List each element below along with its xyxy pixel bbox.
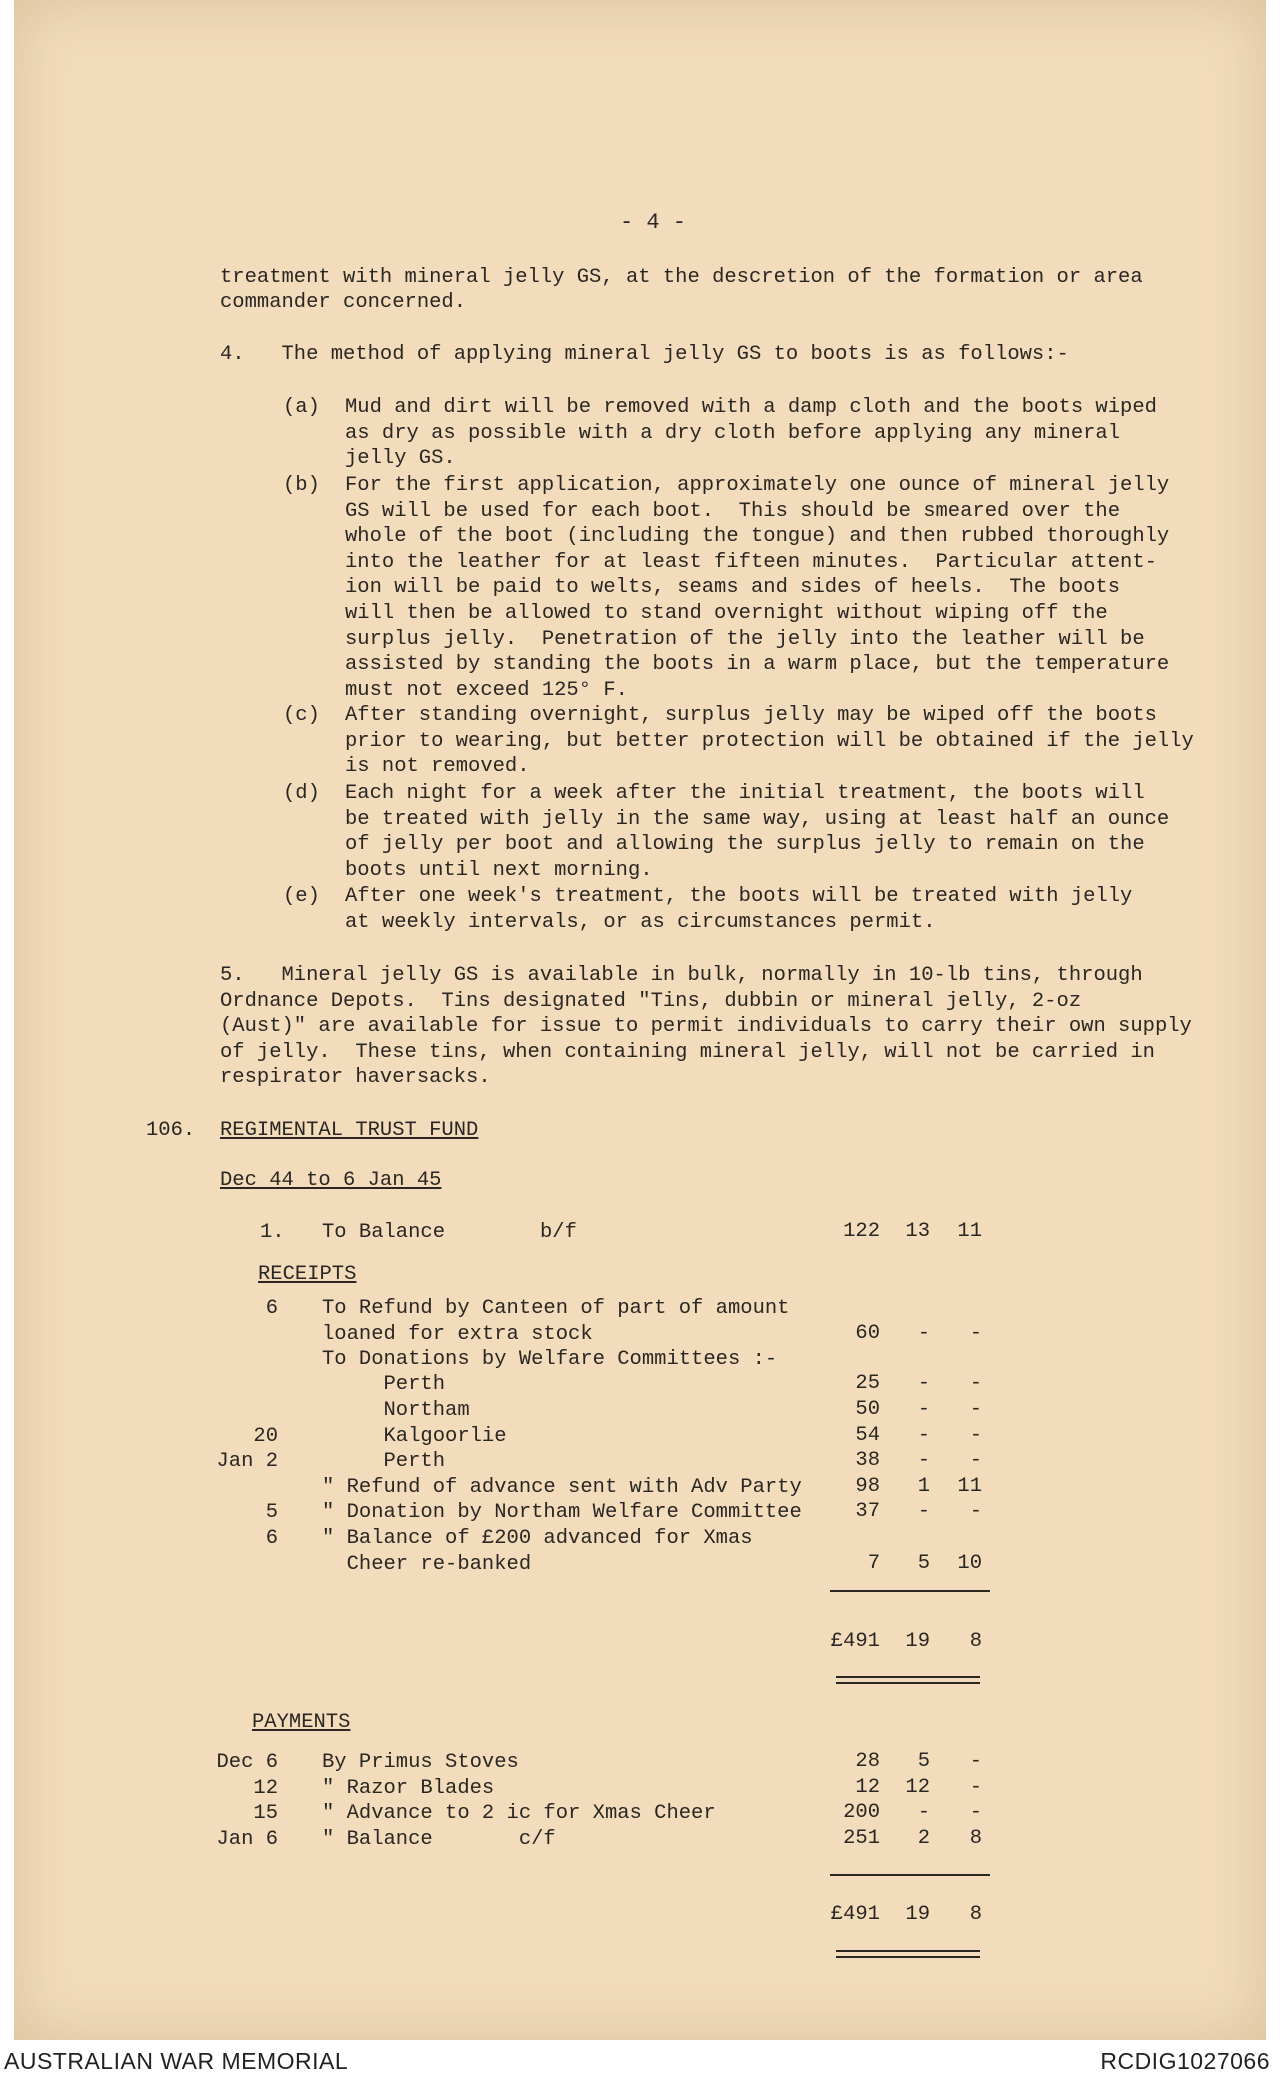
para-5-line: 5. Mineral jelly GS is available in bulk, normally in 10-lb tins, through [220,964,1143,987]
page-number: - 4 - [620,210,687,235]
para-4-item-line: Each night for a week after the initial treatment, the boots will [345,782,1145,805]
para-4-item-line: be treated with jelly in the same way, using at least half an ounce [345,807,1170,831]
receipt-row-date: 20 [253,1425,278,1448]
receipt-row-text: " Refund of advance sent with Adv Party [322,1476,802,1499]
receipt-row-pence: - [969,1449,982,1472]
receipt-row-pounds: 54 [855,1424,880,1447]
receipt-row-pounds: 37 [855,1500,880,1523]
payment-row-pounds: 12 [855,1776,880,1799]
payment-row-pence: 8 [969,1827,982,1850]
payment-row-date: 15 [253,1802,278,1825]
receipt-row-pence: 10 [957,1552,982,1575]
para-4-item-line: After one week's treatment, the boots will be treated with jelly [345,885,1133,908]
para-4-item-line: into the leather for at least fifteen minutes. Particular attent- [345,550,1157,574]
opening-balance-pounds: 122 [843,1220,880,1243]
para-4-item-label: (c) [283,704,320,727]
receipt-row-shillings: 5 [917,1552,930,1575]
opening-balance-label: 1. [260,1221,285,1244]
receipts-double-rule-top [836,1676,980,1678]
payments-heading: PAYMENTS [252,1711,351,1734]
payment-row-text: By Primus Stoves [322,1751,519,1774]
receipt-row-text: " Donation by Northam Welfare Committee [322,1501,802,1524]
receipt-row-shillings: - [917,1449,930,1472]
payment-row-text: " Razor Blades [322,1777,495,1800]
para-4-item-line: of jelly per boot and allowing the surplus jelly to remain on the [345,833,1145,857]
para-4-item-line: jelly GS. [345,447,456,471]
para-4-item-line: After standing overnight, surplus jelly may be wiped off the boots [345,704,1157,727]
opening-balance-ref: b/f [540,1221,577,1244]
receipt-row-pounds: 98 [855,1475,880,1498]
receipt-row-pence: 11 [957,1475,982,1498]
payment-row-text: " Advance to 2 ic for Xmas Cheer [322,1802,716,1825]
section-106-title: REGIMENTAL TRUST FUND [220,1119,479,1142]
para-4-item-line: as dry as possible with a dry cloth before applying any mineral [345,421,1121,445]
payment-row-date: Dec 6 [216,1751,278,1774]
payment-row-pounds: 251 [843,1827,880,1850]
payment-row-pounds: 200 [843,1801,880,1824]
payments-total-pounds: £491 [830,1903,880,1926]
para-4-item-label: (d) [283,782,320,805]
payment-row-shillings: 12 [905,1776,930,1799]
para-4-item-label: (b) [283,474,320,497]
receipt-row-pounds: 60 [855,1322,880,1345]
payment-row-shillings: - [917,1801,930,1824]
para-5-line: (Aust)" are available for issue to permit individuals to carry their own supply [220,1015,1192,1039]
payments-total-pence: 8 [969,1903,982,1926]
receipts-double-rule-bottom [836,1682,980,1684]
payment-row-pounds: 28 [855,1750,880,1773]
receipt-row-text: To Donations by Welfare Committees :- [322,1348,778,1371]
para-5-line: respirator haversacks. [220,1066,491,1090]
intro-line: commander concerned. [220,291,467,314]
para-4-item-line: For the first application, approximately one ounce of mineral jelly [345,474,1170,497]
receipts-rule [830,1590,990,1592]
para-4-item-line: ion will be paid to welts, seams and sides of heels. The boots [345,576,1121,600]
opening-balance-text: To Balance [322,1221,446,1244]
receipt-row-date: 6 [265,1527,278,1550]
para-5-line: Ordnance Depots. Tins designated "Tins, dubbin or mineral jelly, 2-oz [220,989,1082,1013]
receipt-row-shillings: - [917,1424,930,1447]
receipt-row-text: Cheer re-banked [322,1553,532,1576]
payment-row-date: Jan 6 [216,1828,278,1851]
receipt-row-date: Jan 2 [216,1450,278,1473]
receipt-row-text: " Balance of £200 advanced for Xmas [322,1527,753,1550]
payments-total-shillings: 19 [905,1903,930,1926]
para-4-item-line: must not exceed 125° F. [345,678,628,702]
para-4-item-line: assisted by standing the boots in a warm place, but the temperature [345,653,1170,677]
para-4-item-line: is not removed. [345,755,530,779]
payments-double-rule-top [836,1950,980,1952]
receipts-total-shillings: 19 [905,1630,930,1653]
payment-row-pence: - [969,1750,982,1773]
receipt-row-text: To Refund by Canteen of part of amount [322,1297,790,1320]
section-106-period: Dec 44 to 6 Jan 45 [220,1169,442,1192]
para-5-line: of jelly. These tins, when containing mineral jelly, will not be carried in [220,1040,1155,1064]
receipt-row-shillings: 1 [917,1475,930,1498]
receipt-row-pounds: 25 [855,1372,880,1395]
receipt-row-pounds: 50 [855,1398,880,1421]
para-4-item-line: boots until next morning. [345,858,653,882]
footer-record-id: RCDIG1027066 [1100,2048,1270,2074]
receipt-row-text: Perth [322,1450,446,1473]
payment-row-shillings: 2 [917,1827,930,1850]
para-4-item-line: prior to wearing, but better protection will be obtained if the jelly [345,729,1194,753]
para-4-item-line: surplus jelly. Penetration of the jelly into the leather will be [345,627,1145,651]
receipt-row-text: Northam [322,1399,470,1422]
payment-row-pence: - [969,1801,982,1824]
footer-archive-name: AUSTRALIAN WAR MEMORIAL [4,2048,349,2074]
receipt-row-text: loaned for extra stock [322,1323,593,1346]
receipt-row-shillings: - [917,1398,930,1421]
receipts-total-pence: 8 [969,1630,982,1653]
payment-row-shillings: 5 [917,1750,930,1773]
payment-row-text: " Balance c/f [322,1828,556,1851]
para-4-item-line: will then be allowed to stand overnight without wiping off the [345,602,1108,625]
receipt-row-pounds: 7 [867,1552,880,1575]
payment-row-pence: - [969,1776,982,1799]
payment-row-date: 12 [253,1777,278,1800]
receipt-row-shillings: - [917,1500,930,1523]
receipt-row-date: 5 [265,1501,278,1524]
para-4-item-line: at weekly intervals, or as circumstances permit. [345,910,936,934]
para-4-item-label: (a) [283,396,320,419]
para-4-item-line: Mud and dirt will be removed with a damp cloth and the boots wiped [345,396,1157,419]
receipt-row-pence: - [969,1372,982,1395]
receipt-row-text: Kalgoorlie [322,1425,507,1448]
receipt-row-pence: - [969,1322,982,1345]
receipt-row-pounds: 38 [855,1449,880,1472]
opening-balance-shillings: 13 [905,1220,930,1243]
receipts-total-pounds: £491 [830,1630,880,1653]
receipt-row-text: Perth [322,1373,446,1396]
payments-rule [830,1874,990,1876]
receipts-heading: RECEIPTS [258,1263,357,1286]
payments-double-rule-bottom [836,1956,980,1958]
receipt-row-shillings: - [917,1372,930,1395]
section-106-number: 106. [146,1119,196,1142]
receipt-row-date: 6 [265,1297,278,1320]
para-4-heading: 4. The method of applying mineral jelly GS to boots is as follows:- [220,343,1069,366]
receipt-row-pence: - [969,1500,982,1523]
para-4-item-line: GS will be used for each boot. This should be smeared over the [345,499,1121,523]
intro-line: treatment with mineral jelly GS, at the descretion of the formation or area [220,266,1143,289]
receipt-row-shillings: - [917,1322,930,1345]
receipt-row-pence: - [969,1424,982,1447]
para-4-item-label: (e) [283,885,320,908]
para-4-item-line: whole of the boot (including the tongue) and then rubbed thoroughly [345,525,1170,549]
opening-balance-pence: 11 [957,1220,982,1243]
receipt-row-pence: - [969,1398,982,1421]
